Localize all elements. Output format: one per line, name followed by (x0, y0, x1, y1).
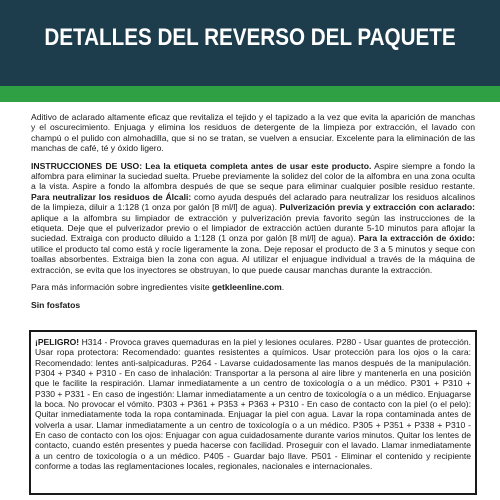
danger-heading: ¡PELIGRO! (35, 337, 80, 347)
instructions-heading-rest: Lea la etiqueta completa antes de usar este producto. (142, 160, 372, 171)
product-details (31, 112, 475, 317)
ingredients-link[interactable]: getkleenline.com (212, 282, 282, 293)
intro-paragraph: Aditivo de aclarado altamente eficaz que revitaliza el tejido y el tapizado a la vez que evita la aparición de manchas y el oscurecimiento. Enjuaga y elimina los residuos de detergente de la limpieza por extracción, el lavado con champú o el pulido con almohadilla, que si no se tratan, se vuelven a ensuciar. Excelente para la eliminación de las manchas de café, té y óxido ligero. (31, 112, 475, 154)
instructions-heading: INSTRUCCIONES DE USO: (31, 160, 143, 171)
page-title: DETALLES DEL REVERSO DEL PAQUETE (44, 24, 456, 51)
danger-text: H314 - Provoca graves quemaduras en la piel y lesiones oculares. P280 - Usar guantes de protección. Usar ropa protectora: Recomendado: guantes resistentes a químicos. Usar protección para los ojos o la cara: Recomendado: lentes anti-salpicaduras. P264 - Lavarse cuidadosamente las manos después de la manipulación. P304 + P340 + P310 - En caso de inhalación: Transportar a la persona al aire libre y mantenerla en una posición que le facilite la respiración. Llamar inmediatamente a un centro de toxicología o a un médico. P301 + P310 + P330 + P331 - En caso de ingestión: Llamar inmediatamente a un centro de toxicología o a un médico. Enjuagarse la boca. No provocar el vómito. P303 + P361 + P353 + P363 + P310 - En caso de contacto con la piel (o el pelo): Quitar inmediatamente toda la ropa contaminada. Enjuagar la piel con agua. Lavar la ropa contaminada antes de volverla a usar. Llamar inmediatamente a un centro de toxicología o a un médico. P305 + P351 + P338 + P310 - En caso de contacto con los ojos: Enjuagar con agua cuidadosamente durante varios minutos. Quitar los lentes de contacto, cuando estén presentes y pueda hacerse con facilidad. Proseguir con el lavado. Llamar inmediatamente a un centro de toxicología o a un médico. P405 - Guardar bajo llave. P501 - Eliminar el contenido y recipiente conforme a todas las reglamentaciones locales, regionales, nacionales e internacionales. (35, 337, 471, 472)
header-banner (0, 0, 500, 86)
phosphate-free-label: Sin fosfatos (31, 299, 81, 310)
instructions-text-4: utilice el producto tal como está y rocíe ligeramente la zona. Deje reposar el producto de 3 a 5 minutos y seque con toallas absorbentes. Extraiga bien la zona con agua. Al utilizar el enjuague individual a través de la máquina de extracción, se evita que los inyectores se obstruyan, lo que puede causar manchas durante la extracción. (31, 243, 475, 275)
instructions-paragraph (31, 161, 475, 275)
ingredients-text: Para más información sobre ingredientes visite (31, 282, 213, 293)
alkali-heading: Para neutralizar los residuos de Álcali: (31, 191, 192, 202)
rust-heading: Para la extracción de óxido: (358, 233, 475, 244)
danger-warning-box (29, 330, 477, 495)
instructions-text-3: aplique a la alfombra su limpiador de extracción y pulverización previa favorito según las instrucciones de la etiqueta. Deje que el pulverizador previo o el limpiador de extracción actúen durante 5-10 minutos para aflojar la suciedad. Extraiga con producto diluido a 1:128 (1 onza por galón [8 ml/l] de agua). (31, 212, 475, 244)
ingredients-line (31, 282, 475, 292)
instructions-text-1: Aspire siempre a fondo la alfombra para eliminar la suciedad suelta. Pruebe previamente la solidez del color de la alfombra en una zona oculta a la vista. Aspire a fondo la alfombra después de que se seque para eliminar cualquier posible residuo restante. (31, 160, 475, 192)
instructions-text-2: como ayuda después del aclarado para neutralizar los residuos alcalinos de la limpieza, diluir a 1:128 (1 onza por galón [8 ml/l] de agua). (31, 191, 475, 213)
prespray-heading: Pulverización previa y extracción con aclarado: (279, 202, 476, 213)
ingredients-end: . (281, 282, 285, 293)
accent-bar (0, 86, 500, 102)
